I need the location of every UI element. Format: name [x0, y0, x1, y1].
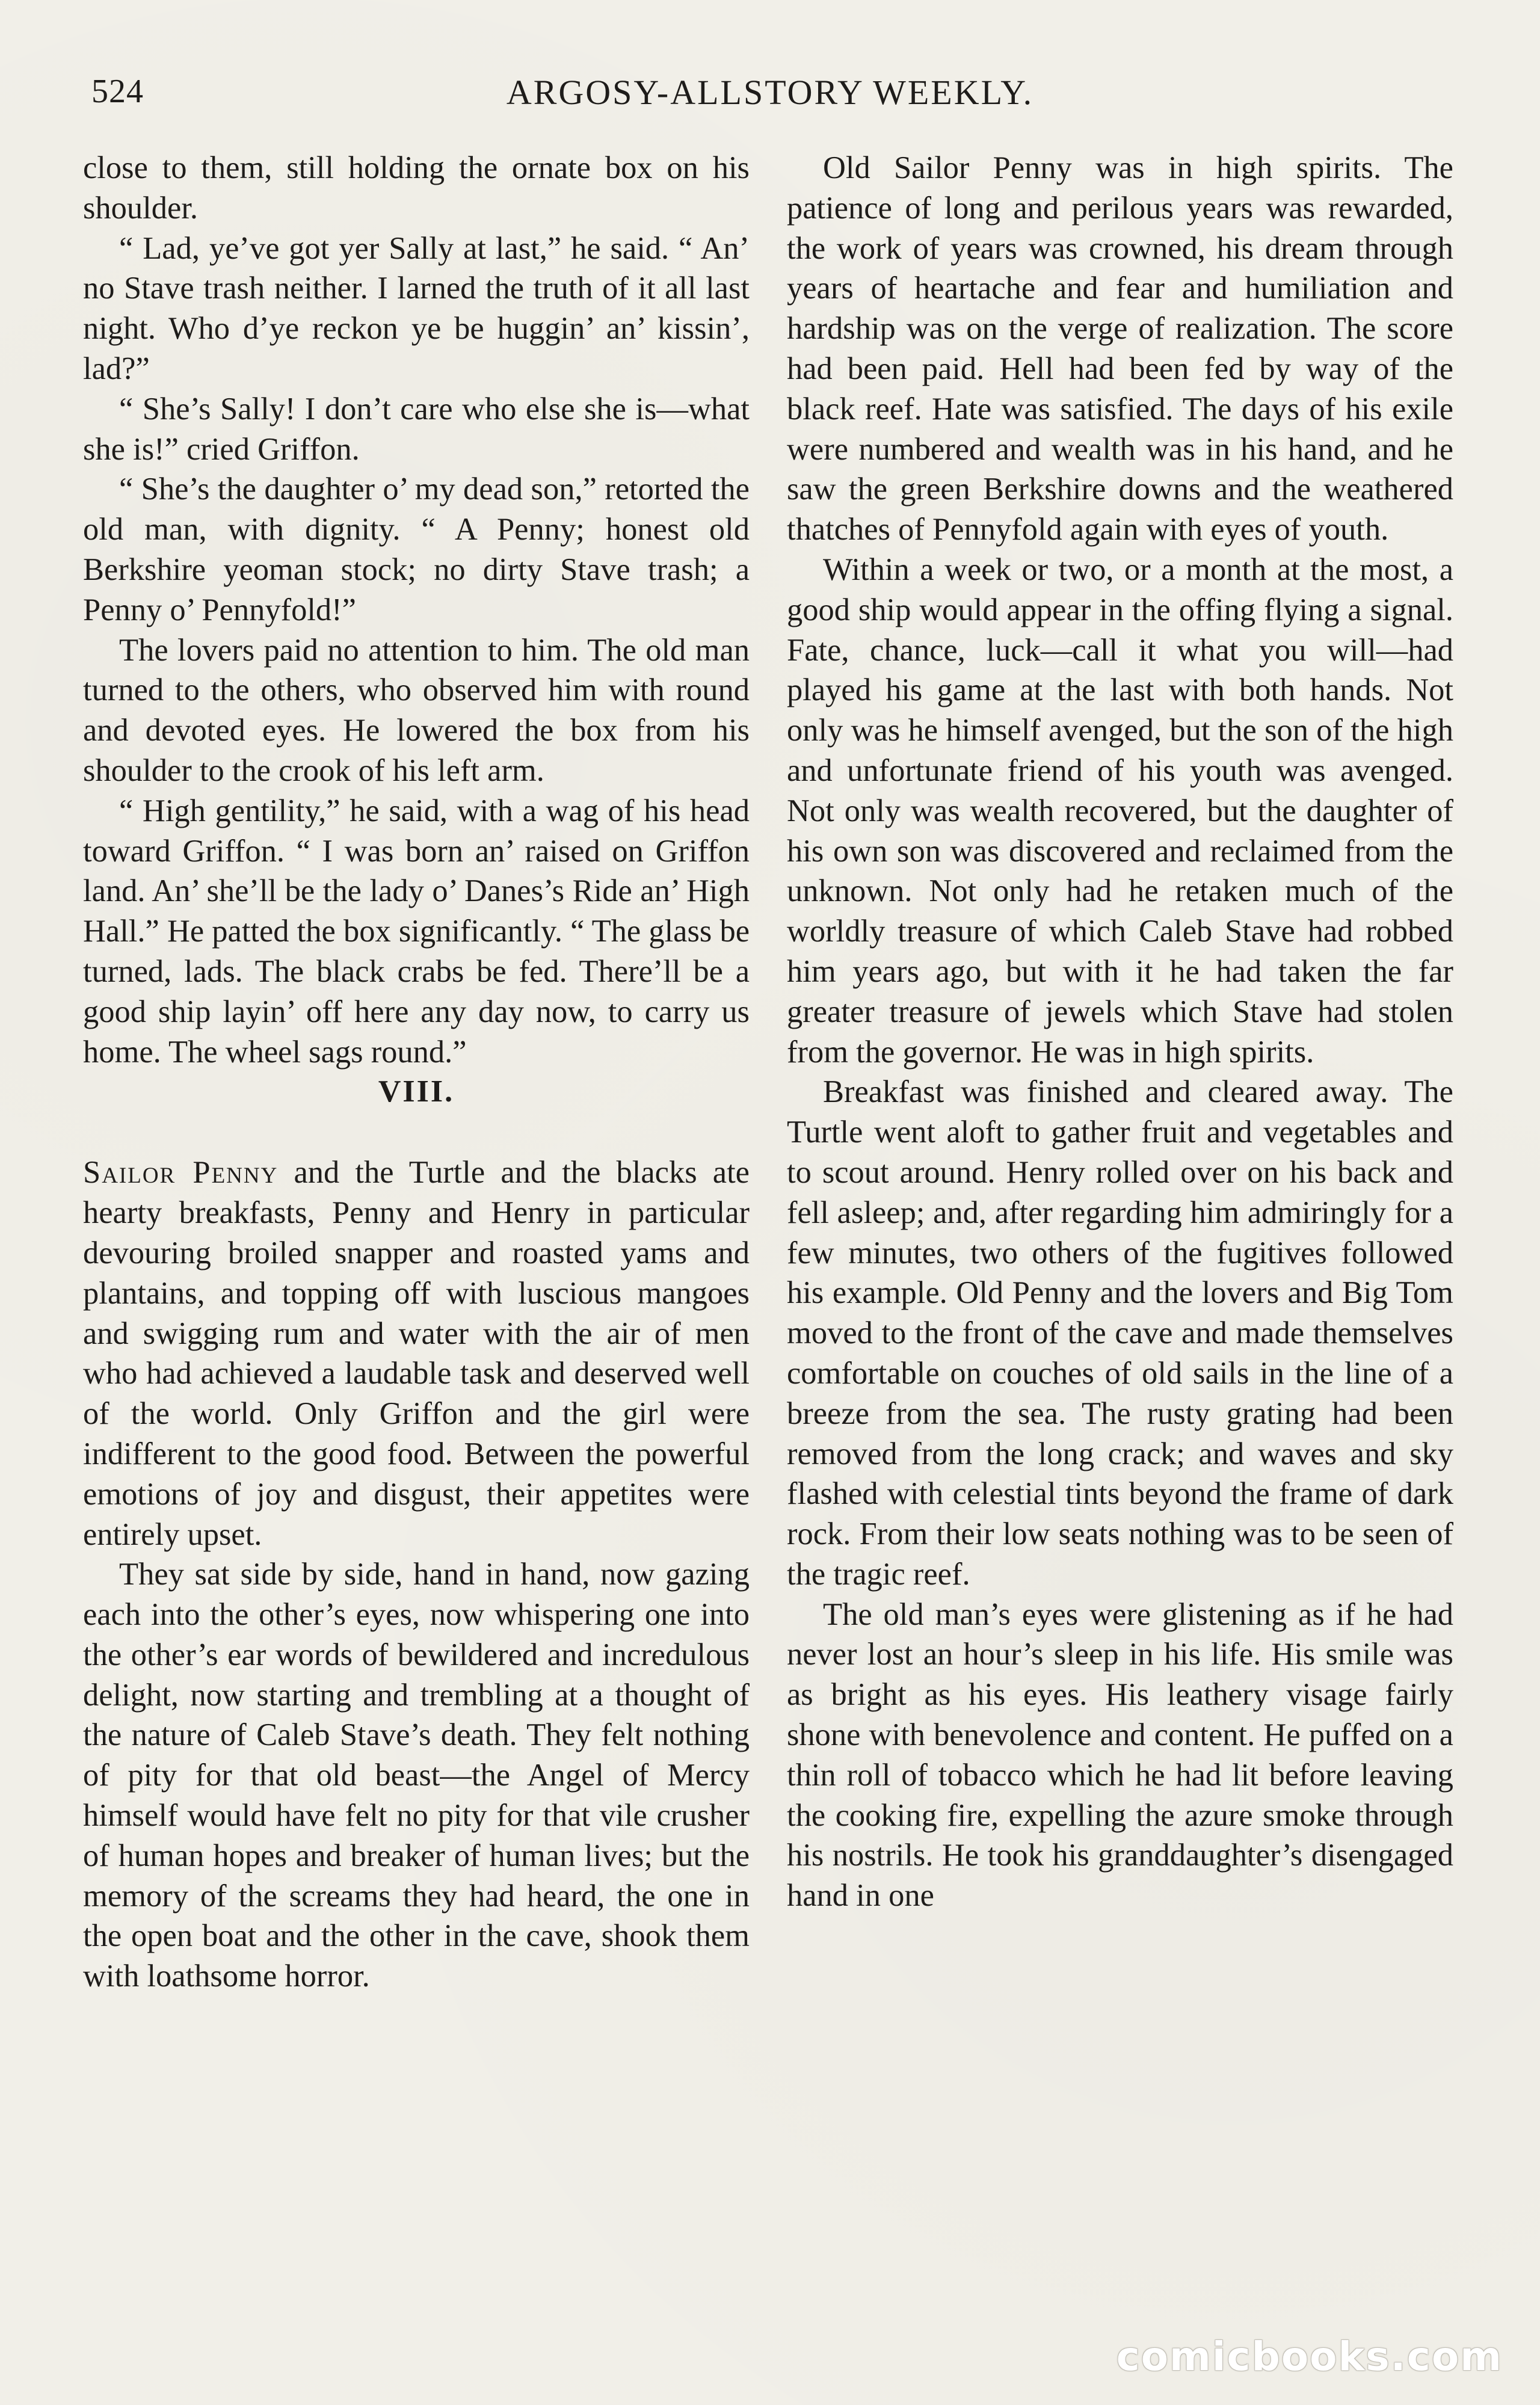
paragraph: “ She’s the daughter o’ my dead son,” retorted the old man, with dignity. “ A Penny; honest old Berkshire yeoman stock; no dirty Stave trash; a Penny o’ Pennyfold!” — [83, 472, 750, 627]
paragraph: Within a week or two, or a month at the most, a good ship would appear in the offing flying a signal. Fate, chance, luck—call it what you will—had played his game at the last with both hands. Not only was he himself avenged, but the son of the high and unfortunate friend of his youth was avenged. Not only was wealth recovered, but the daughter of his own son was discovered and reclaimed from the unknown. Not only had he retaken much of the worldly treasure of which Caleb Stave had robbed him years ago, but with it he had taken the far greater treasure of jewels which Stave had stolen from the governor. He was in high spirits. — [787, 552, 1453, 1070]
paragraph: The old man’s eyes were glistening as if he had never lost an hour’s sleep in his life. His smile was as bright as his eyes. His leathery visage fairly shone with benevolence and content. He puffed on a thin roll of tobacco which he had lit before leaving the cooking fire, expelling the azure smoke through his nostrils. He took his granddaughter’s disengaged hand in one — [787, 1597, 1453, 1914]
paragraph: “ High gentility,” he said, with a wag of his head toward Griffon. “ I was born an’ raised on Griffon land. An’ she’ll be the lady o’ Danes’s Ride an’ High Hall.” He patted the box significantly. “ The glass be turned, lads. The black crabs be fed. There’ll be a good ship layin’ off here any day now, to carry us home. The wheel sags round.” — [83, 793, 750, 1070]
paragraph: Old Sailor Penny was in high spirits. The patience of long and perilous years was rewarded, the work of years was crowned, his dream through years of heartache and fear and humiliation and hardship was on the verge of realization. The score had been paid. Hell had been fed by way of the black reef. Hate was satisfied. The days of his exile were numbered and wealth was in his hand, and he saw the green Berkshire downs and the weathered thatches of Pennyfold again with eyes of youth. — [787, 150, 1453, 547]
chapter-heading: VIII. — [378, 1074, 455, 1109]
paragraph: They sat side by side, hand in hand, now gazing each into the other’s eyes, now whispering one into the other’s ear words of bewildered and incredulous delight, now starting and trembling at a thought of the nature of Caleb Stave’s death. They felt nothing of pity for that old beast—the Angel of Mercy himself would have felt no pity for that vile crusher of human hopes and breaker of human lives; but the memory of the screams they had heard, the one in the open boat and the other in the cave, shook them with loathsome horror. — [83, 1557, 750, 1994]
paragraph: “ Lad, ye’ve got yer Sally at last,” he said. “ An’ no Stave trash neither. I larned the truth of it all last night. Who d’ye reckon ye be huggin’ an’ kissin’, lad?” — [83, 230, 750, 386]
left-column — [83, 148, 750, 1997]
paragraph: The lovers paid no attention to him. The old man turned to the others, who observed him with round and devoted eyes. He lowered the box from his shoulder to the crook of his left arm. — [83, 632, 750, 788]
small-caps-lead: Sailor Penny — [83, 1155, 279, 1190]
paragraph: Breakfast was finished and cleared away. The Turtle went aloft to gather fruit and vegetables and to scout around. Henry rolled over on his back and fell asleep; and, after regarding him admiringly for a few minutes, two others of the fugitives followed his example. Old Penny and the lovers and Big Tom moved to the front of the cave and made themselves comfortable on couches of old sails in the line of a breeze from the sea. The rusty grating had been removed from the long crack; and waves and sky flashed with celestial tints beyond the frame of dark rock. From their low seats nothing was to be seen of the tragic reef. — [787, 1074, 1453, 1592]
page-header — [84, 72, 1456, 120]
running-head: ARGOSY-ALLSTORY WEEKLY. — [506, 73, 1034, 112]
paragraph-text: and the Turtle and the blacks ate hearty breakfasts, Penny and Henry in particular devouring broiled snapper and roasted yams and plantains, and topping off with luscious mangoes and swigging rum and water with the air of men who had achieved a laudable task and deserved well of the world. Only Griffon and the girl were indifferent to the good food. Between the powerful emotions of joy and disgust, their appetites were entirely upset. — [83, 1155, 750, 1552]
paragraph — [83, 1153, 750, 1554]
paragraph: close to them, still holding the ornate box on his shoulder. — [83, 150, 750, 226]
right-column — [787, 148, 1453, 1916]
page-number: 524 — [91, 73, 144, 110]
paragraph: “ She’s Sally! I don’t care who else she is—what she is!” cried Griffon. — [83, 391, 750, 467]
watermark: comicbooks.com — [1116, 2333, 1503, 2380]
